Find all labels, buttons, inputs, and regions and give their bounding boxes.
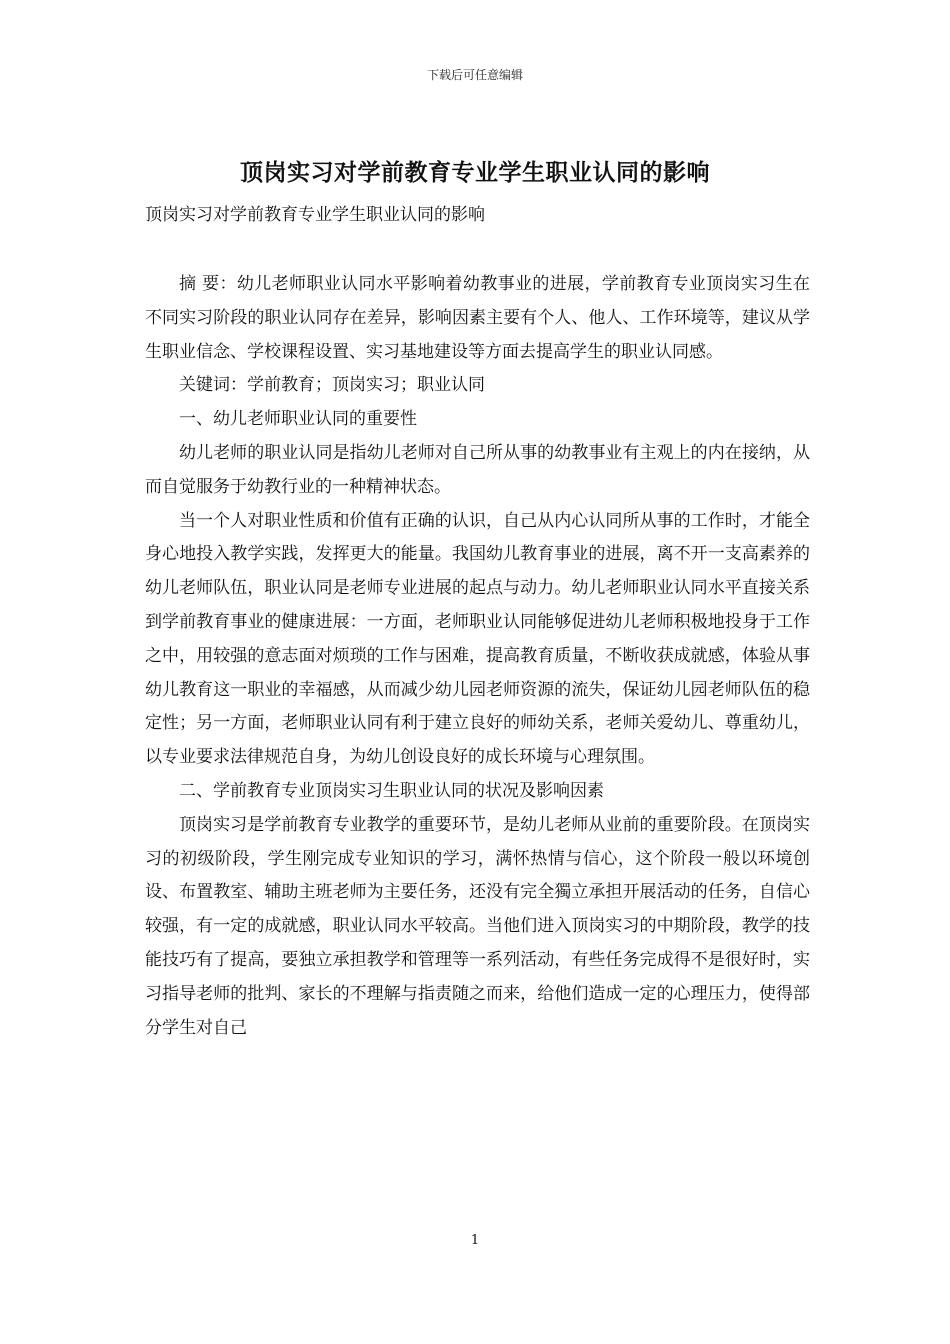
document-body bbox=[145, 268, 810, 1045]
body-paragraph: 顶岗实习是学前教育专业教学的重要环节，是幼儿老师从业前的重要阶段。在顶岗实习的初级阶段，学生刚完成专业知识的学习，满怀热情与信心，这个阶段一般以环境创设、布置教室、辅助主班老师为主要任务，还没有完全獨立承担开展活动的任务，自信心较强，有一定的成就感，职业认同水平较高。当他们进入顶岗实习的中期阶段，教学的技能技巧有了提高，要独立承担教学和管理等一系列活动，有些任务完成得不是很好时，实习指导老师的批判、家长的不理解与指责随之而来，给他们造成一定的心理压力，使得部分学生对自己 bbox=[145, 814, 810, 1038]
page-number: 1 bbox=[470, 1233, 480, 1248]
section-heading-2: 二、学前教育专业顶岗实习生职业认同的状况及影响因素 bbox=[179, 780, 604, 801]
keywords-paragraph: 关键词：学前教育；顶岗实习；职业认同 bbox=[179, 375, 485, 396]
body-paragraph: 幼儿老师的职业认同是指幼儿老师对自己所从事的幼教事业有主观上的内在接纳，从而自觉服务于幼教行业的一种精神状态。 bbox=[145, 442, 810, 497]
abstract-paragraph: 摘 要：幼儿老师职业认同水平影响着幼教事业的进展，学前教育专业顶岗实习生在不同实习阶段的职业认同存在差异，影响因素主要有个人、他人、工作环境等，建议从学生职业信念、学校课程设置、实习基地建设等方面去提高学生的职业认同感。 bbox=[145, 274, 810, 362]
page-header-note: 下载后可任意编辑 bbox=[426, 68, 523, 82]
section-heading-1: 一、幼儿老师职业认同的重要性 bbox=[179, 409, 417, 430]
body-paragraph: 当一个人对职业性质和价值有正确的认识，自己从内心认同所从事的工作时，才能全身心地投入教学实践，发挥更大的能量。我国幼儿教育事业的进展，离不开一支高素养的幼儿老师队伍，职业认同是老师专业进展的起点与动力。幼儿老师职业认同水平直接关系到学前教育事业的健康进展：一方面，老师职业认同能够促进幼儿老师积极地投身于工作之中，用较强的意志面对烦琐的工作与困难，提高教育质量，不断收获成就感，体验从事幼儿教育这一职业的幸福感，从而减少幼儿园老师资源的流失，保证幼儿园老师队伍的稳定性；另一方面，老师职业认同有利于建立良好的师幼关系，老师关爱幼儿、尊重幼儿，以专业要求法律规范自身，为幼儿创设良好的成长环境与心理氛围。 bbox=[145, 510, 810, 768]
document-title: 顶岗实习对学前教育专业学生职业认同的影响 bbox=[240, 159, 710, 186]
document-subtitle: 顶岗实习对学前教育专业学生职业认同的影响 bbox=[145, 205, 485, 225]
